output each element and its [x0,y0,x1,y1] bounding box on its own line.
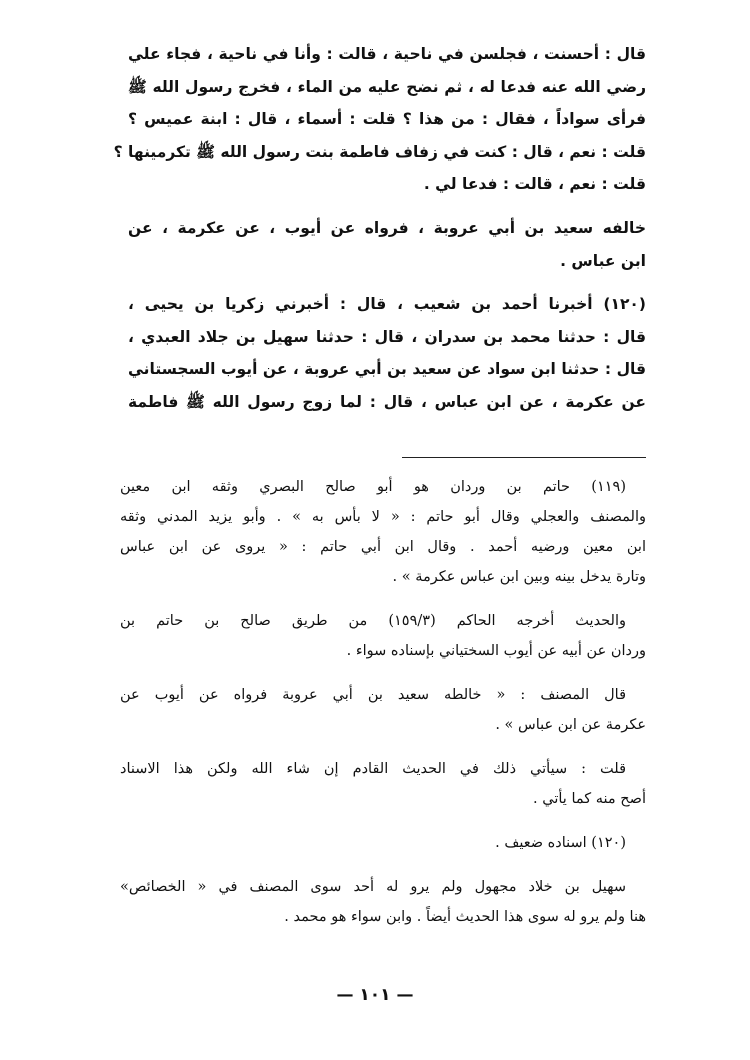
footnote-line: عكرمة عن ابن عباس » . [495,717,646,733]
footnote-line: أصح منه كما يأتي . [533,791,646,807]
text-line: رضي الله عنه فدعا له ، ثم نضح عليه من الماء ، فخرج رسول الله ﷺ [128,77,646,96]
main-paragraph-1 [113,38,646,201]
footnote-line: سهيل بن خلاد مجهول ولم يرو له أحد سوى المصنف في « الخصائص» [120,879,626,895]
footnote-119 [120,472,646,592]
footnote-line: والحديث أخرجه الحاكم (١٥٩/٣) من طريق صالح بن حاتم بن [120,613,626,629]
footnote-line: هنا ولم يرو له سوى هذا الحديث أيضاً . وابن سواء هو محمد . [284,909,646,925]
footnote-line: وردان عن أبيه عن أيوب السختياني بإسناده سواء . [346,643,646,659]
footnote-line: قلت : سيأتي ذلك في الحديث القادم إن شاء الله ولكن هذا الاسناد [120,761,626,777]
main-paragraph-3 [128,288,646,418]
footnote-separator [402,457,646,458]
page-number: — ١٠١ — [336,985,414,1005]
footnotes [120,472,646,932]
text-line: (١٢٠) أخبرنا أحمد بن شعيب ، قال : أخبرني زكريا بن يحيى ، [128,295,646,314]
text-line: عن عكرمة ، عن ابن عباس ، قال : لما زوج رسول الله ﷺ فاطمة [128,392,646,411]
footnote-line: (١٢٠) اسناده ضعيف . [495,835,626,851]
footnote-line: (١١٩) حاتم بن وردان هو أبو صالح البصري وثقه ابن معين [120,479,626,495]
main-text [113,38,646,419]
text-line: قال : أحسنت ، فجلسن في ناحية ، قالت : وأنا في ناحية ، فجاء علي [128,45,646,63]
footnote-suhail [120,872,646,932]
footnote-hakim [120,606,646,666]
footnote-author [120,680,646,740]
text-line: قال : حدثنا محمد بن سدران ، قال : حدثنا سهيل بن جلاد العبدي ، [128,327,646,346]
text-line: ابن عباس . [560,251,646,270]
text-line: قال : حدثنا ابن سواد عن سعيد بن أبي عروبة ، عن أيوب السجستاني [128,360,646,379]
text-line: قلت : نعم ، قال : كنت في زفاف فاطمة بنت رسول الله ﷺ تكرمينها ؟ [113,142,646,161]
footnote-line: والمصنف والعجلي وقال أبو حاتم : « لا بأس به » . وأبو يزيد المدني وثقه [120,509,646,525]
footnote-line: ابن معين ورضيه أحمد . وقال ابن أبي حاتم : « يروى عن ابن عباس [120,539,646,555]
footnote-line: وتارة يدخل بينه وبين ابن عباس عكرمة » . [392,569,646,585]
text-line: خالفه سعيد بن أبي عروبة ، فرواه عن أيوب ، عن عكرمة ، عن [128,218,646,237]
footnote-line: قال المصنف : « خالطه سعيد بن أبي عروبة فرواه عن أيوب عن [120,687,626,703]
footnote-120 [120,828,646,858]
text-line: فرأى سواداً ، فقال : من هذا ؟ قلت : أسماء ، قال : ابنة عميس ؟ [128,110,646,129]
footnote-comment [120,754,646,814]
text-line: قلت : نعم ، قالت : فدعا لي . [423,175,646,194]
main-paragraph-2 [128,212,646,277]
